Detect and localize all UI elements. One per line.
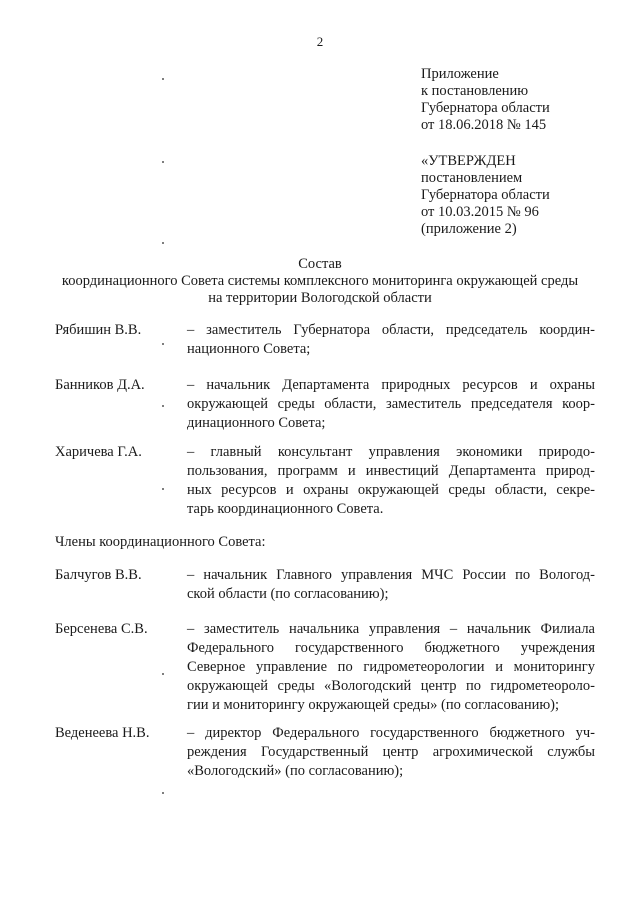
role-line: реждения Государственный центр агрохимической службы [187,744,595,760]
appendix-line: Приложение [421,66,499,82]
appendix-line: к постановлению [421,83,529,99]
approved-line: от 10.03.2015 № 96 [421,204,539,220]
scan-speck [162,161,164,163]
role-line: окружающей среды области, заместитель председателя коор- [187,396,595,412]
approved-line: «УТВЕРЖДЕН [421,153,516,169]
title-line: координационного Совета системы комплексного мониторинга окружающей среды [61,273,579,289]
scan-speck [162,242,164,244]
role-line: «Вологодский» (по согласованию); [187,763,404,779]
role-line: Северное управление по гидрометеорологии и мониторингу [187,659,595,675]
approved-block [421,153,631,238]
scan-speck [162,78,164,80]
role-line: гии и мониторингу окружающей среды» (по согласованию); [187,697,560,713]
role-line: Федерального государственного бюджетного учреждения [187,640,595,656]
scan-speck [162,343,164,345]
scan-speck [162,792,164,794]
person-name: Рябишин В.В. [55,322,142,338]
role-line: динационного Совета; [187,415,326,431]
person-name: Веденеева Н.В. [55,725,150,741]
role-line: – начальник Департамента природных ресурсов и охраны [187,377,595,393]
role-line: – главный консультант управления экономики природо- [187,444,595,460]
role-line: – заместитель Губернатора области, председатель координ- [187,322,595,338]
person-role [187,724,595,781]
role-line: ных ресурсов и охраны окружающей среды области, секре- [187,482,595,498]
person-name: Банников Д.А. [55,377,145,393]
person-role [187,443,595,519]
title-heading: Состав [298,256,342,272]
role-line: ской области (по согласованию); [187,586,389,602]
role-line: окружающей среды «Вологодский центр по гидрометеороло- [187,678,595,694]
approved-line: (приложение 2) [421,221,517,237]
members-heading: Члены координационного Совета: [55,534,266,550]
role-line: – заместитель начальника управления – начальник Филиала [187,621,595,637]
role-line: тарь координационного Совета. [187,501,384,517]
person-name: Берсенева С.В. [55,621,148,637]
title-line: на территории Вологодской области [208,290,432,306]
person-role [187,620,595,715]
approved-line: постановлением [421,170,523,186]
scan-speck [162,488,164,490]
scan-speck [162,405,164,407]
document-title [0,256,640,307]
approved-line: Губернатора области [421,187,550,203]
person-role [187,566,595,604]
scan-speck [162,673,164,675]
person-role [187,376,595,433]
person-name: Харичева Г.А. [55,444,142,460]
role-line: – директор Федерального государственного бюджетного уч- [187,725,595,741]
appendix-block [421,66,631,134]
role-line: национного Совета; [187,341,311,357]
person-name: Балчугов В.В. [55,567,142,583]
appendix-line: Губернатора области [421,100,550,116]
page-number: 2 [316,34,324,49]
role-line: – начальник Главного управления МЧС России по Вологод- [187,567,595,583]
person-role [187,321,595,359]
appendix-line: от 18.06.2018 № 145 [421,117,547,133]
role-line: пользования, программ и инвестиций Департамента природ- [187,463,595,479]
